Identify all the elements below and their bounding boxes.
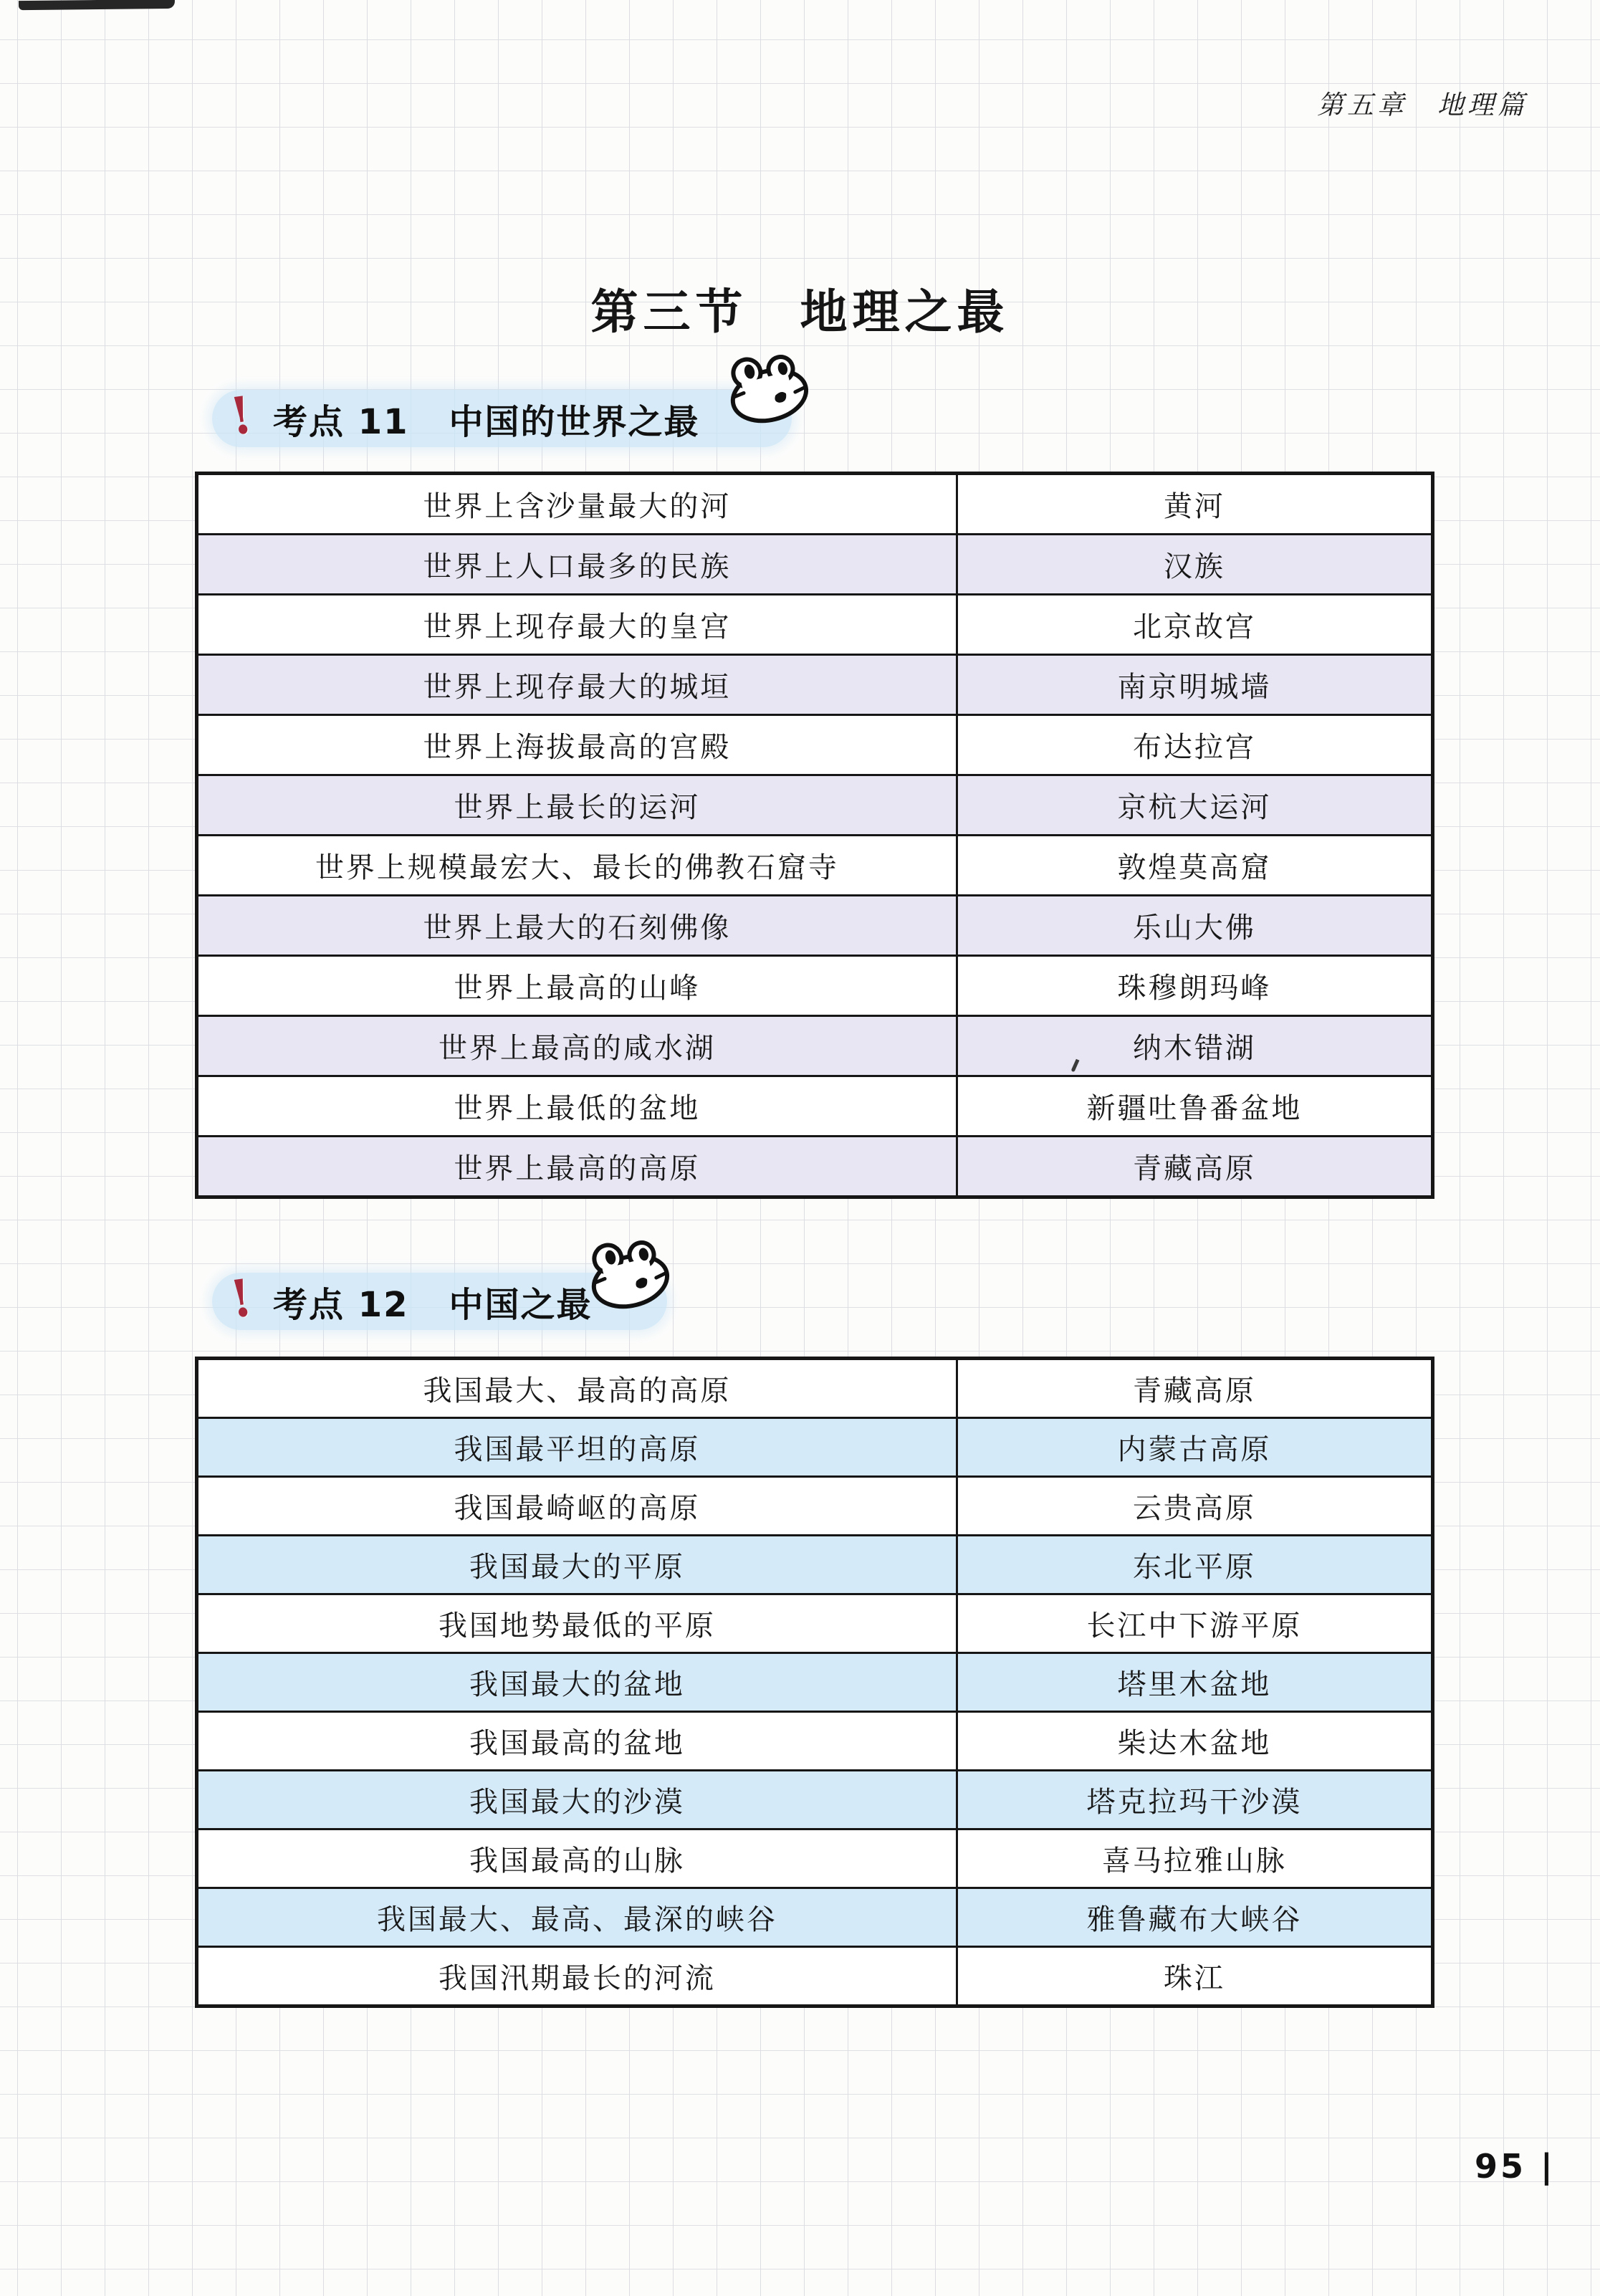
page-number: 95 | (1475, 2147, 1556, 2186)
table-cell-answer: 南京明城墙 (957, 655, 1432, 715)
table-row (197, 956, 1433, 1016)
heading-highlight-band (212, 1267, 667, 1330)
table-cell-answer: 内蒙古高原 (957, 1418, 1432, 1477)
table-row (197, 655, 1433, 715)
table-cell-item: 我国最平坦的高原 (197, 1418, 957, 1477)
table-cell-item: 世界上现存最大的皇宫 (197, 595, 957, 655)
frog-doodle-icon (572, 1223, 686, 1322)
table-cell-item: 世界上最高的山峰 (197, 956, 957, 1016)
table-cell-answer: 纳木错湖 (957, 1016, 1432, 1076)
table-cell-item: 世界上最高的咸水湖 (197, 1016, 957, 1076)
table-cell-answer: 布达拉宫 (957, 715, 1432, 775)
table-cell-answer: 京杭大运河 (957, 775, 1432, 836)
table-cell-item: 我国最大的沙漠 (197, 1771, 957, 1829)
table-cell-answer: 黄河 (957, 474, 1432, 535)
table-cell-item: 世界上海拔最高的宫殿 (197, 715, 957, 775)
table-row (197, 715, 1433, 775)
table-cell-item: 我国最高的山脉 (197, 1829, 957, 1888)
table-row (197, 1076, 1433, 1137)
page-title: 第三节 地理之最 (590, 284, 1010, 340)
table-cell-answer: 塔里木盆地 (957, 1653, 1432, 1712)
section-heading-kaodian-12 (212, 1267, 667, 1330)
table-cell-answer: 喜马拉雅山脉 (957, 1829, 1432, 1888)
table-cell-answer: 新疆吐鲁番盆地 (957, 1076, 1432, 1137)
kaodian-title: 中国的世界之最 (449, 401, 700, 442)
table-cell-answer: 长江中下游平原 (957, 1594, 1432, 1653)
table-cell-answer: 珠江 (957, 1947, 1432, 2006)
table-row (197, 1536, 1433, 1594)
table-cell-item: 世界上人口最多的民族 (197, 535, 957, 595)
table-row (197, 896, 1433, 956)
table-row (197, 1712, 1433, 1771)
table-row (197, 474, 1433, 535)
table-cell-item: 我国汛期最长的河流 (197, 1947, 957, 2006)
table-cell-answer: 珠穆朗玛峰 (957, 956, 1432, 1016)
table-row (197, 1888, 1433, 1947)
world-records-table (195, 472, 1434, 1199)
table-cell-answer: 雅鲁藏布大峡谷 (957, 1888, 1432, 1947)
kaodian-label: 考点 11 (272, 401, 409, 442)
table-cell-item: 我国最大、最高、最深的峡谷 (197, 1888, 957, 1947)
table-cell-answer: 塔克拉玛干沙漠 (957, 1771, 1432, 1829)
table-row (197, 1137, 1433, 1197)
table-cell-item: 世界上最大的石刻佛像 (197, 896, 957, 956)
table-cell-answer: 云贵高原 (957, 1477, 1432, 1536)
section-heading-kaodian-11 (212, 384, 792, 447)
table-row (197, 1771, 1433, 1829)
table-cell-item: 我国最高的盆地 (197, 1712, 957, 1771)
table-cell-answer: 汉族 (957, 535, 1432, 595)
table-row (197, 1359, 1433, 1418)
china-records-table (195, 1357, 1434, 2008)
table-cell-item: 世界上最低的盆地 (197, 1076, 957, 1137)
table-cell-item: 世界上最长的运河 (197, 775, 957, 836)
table-row (197, 1418, 1433, 1477)
table-cell-item: 我国最崎岖的高原 (197, 1477, 957, 1536)
frog-doodle-icon (711, 338, 825, 436)
kaodian-label: 考点 12 (272, 1284, 409, 1325)
exclamation-badge: ! (226, 1267, 256, 1330)
table-row (197, 595, 1433, 655)
table-row (197, 1653, 1433, 1712)
table-row (197, 836, 1433, 896)
table-row (197, 1477, 1433, 1536)
table-row (197, 1594, 1433, 1653)
table-row (197, 535, 1433, 595)
table-cell-answer: 青藏高原 (957, 1359, 1432, 1418)
heading-highlight-band (212, 384, 792, 447)
table-row (197, 775, 1433, 836)
table-cell-item: 世界上最高的高原 (197, 1137, 957, 1197)
table-cell-answer: 北京故宫 (957, 595, 1432, 655)
table-cell-answer: 乐山大佛 (957, 896, 1432, 956)
table-row (197, 1829, 1433, 1888)
table-cell-answer: 东北平原 (957, 1536, 1432, 1594)
scan-artifact (19, 0, 175, 10)
table-cell-item: 世界上规模最宏大、最长的佛教石窟寺 (197, 836, 957, 896)
table-cell-item: 我国最大、最高的高原 (197, 1359, 957, 1418)
table-cell-item: 世界上现存最大的城垣 (197, 655, 957, 715)
table-row (197, 1016, 1433, 1076)
table-cell-answer: 柴达木盆地 (957, 1712, 1432, 1771)
chapter-header: 第五章 地理篇 (1317, 90, 1528, 120)
kaodian-title: 中国之最 (449, 1284, 593, 1325)
table-cell-answer: 青藏高原 (957, 1137, 1432, 1197)
table-cell-item: 世界上含沙量最大的河 (197, 474, 957, 535)
table-cell-answer: 敦煌莫高窟 (957, 836, 1432, 896)
exclamation-badge: ! (226, 384, 256, 447)
table-row (197, 1947, 1433, 2006)
table-cell-item: 我国最大的平原 (197, 1536, 957, 1594)
table-cell-item: 我国地势最低的平原 (197, 1594, 957, 1653)
table-cell-item: 我国最大的盆地 (197, 1653, 957, 1712)
